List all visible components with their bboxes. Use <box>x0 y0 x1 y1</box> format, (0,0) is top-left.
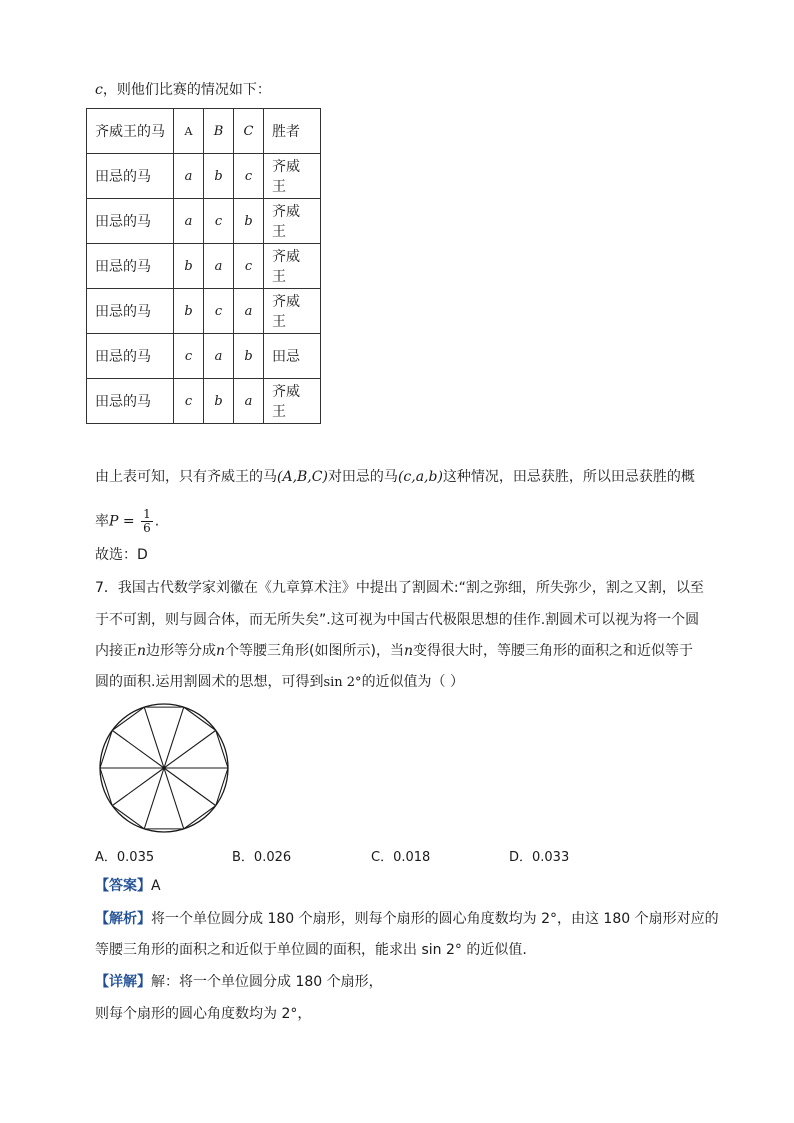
horse-race-table <box>86 108 321 424</box>
table-cell: a <box>174 199 204 244</box>
table-cell: b <box>234 334 264 379</box>
conclusion-text: . <box>154 513 160 530</box>
equals-sign: = <box>118 513 140 530</box>
conclusion-line-1 <box>95 467 695 487</box>
table-header-cell: 胜者 <box>264 109 321 154</box>
table-cell: 田忌的马 <box>87 379 174 424</box>
table-cell: c <box>204 289 234 334</box>
math-expression: (A,B,C) <box>277 469 328 485</box>
probability-symbol: P <box>109 513 119 530</box>
table-cell: a <box>174 154 204 199</box>
table-cell: b <box>204 379 234 424</box>
table-cell: 齐威王 <box>264 154 321 199</box>
detail-line-2: 则每个扇形的圆心角度数均为 2°， <box>95 1006 312 1022</box>
table-header-cell: 齐威王的马 <box>87 109 174 154</box>
table-cell: c <box>234 244 264 289</box>
table-cell: a <box>234 379 264 424</box>
radius-spoke <box>112 768 164 806</box>
probability-fraction <box>141 508 153 535</box>
table-row <box>87 379 321 424</box>
conclusion-line-2 <box>95 508 159 535</box>
detail-tag: 【详解】 <box>95 974 151 990</box>
option-d: D．0.033 <box>509 850 570 865</box>
table-cell: 齐威王 <box>264 379 321 424</box>
table-cell: 田忌的马 <box>87 334 174 379</box>
table-header-cell: B <box>204 109 234 154</box>
question-text: 个等腰三角形(如图所示)，当 <box>225 643 404 659</box>
analysis-tag: 【解析】 <box>95 911 151 927</box>
math-variable-n: n <box>216 643 226 659</box>
table-cell: 齐威王 <box>264 289 321 334</box>
table-header-cell: C <box>234 109 264 154</box>
table-row <box>87 244 321 289</box>
question-text: 圆的面积.运用割圆术的思想，可得到 <box>95 674 324 690</box>
answer-tag: 【答案】 <box>95 878 151 894</box>
question-text: 变得很大时，等腰三角形的面积之和近似等于 <box>413 643 694 659</box>
table-cell: 田忌的马 <box>87 154 174 199</box>
math-sin-expression: sin 2° <box>323 675 362 690</box>
analysis-line-1 <box>95 909 719 929</box>
table-header-cell: A <box>174 109 204 154</box>
fraction-denominator: 6 <box>143 521 151 535</box>
table-cell: 田忌 <box>264 334 321 379</box>
table-cell: c <box>174 334 204 379</box>
radius-spoke <box>144 768 164 829</box>
math-expression: (c,a,b) <box>397 469 443 485</box>
table-cell: a <box>204 244 234 289</box>
table-cell: 齐威王 <box>264 244 321 289</box>
conclusion-text: 对田忌的马 <box>327 469 398 485</box>
question-text: 的近似值为（ ） <box>361 674 465 690</box>
radius-spoke <box>112 730 164 768</box>
radius-spoke <box>164 768 184 829</box>
option-b: B．0.026 <box>232 850 292 865</box>
math-variable-n: n <box>137 643 147 659</box>
intro-var: c <box>95 82 103 98</box>
table-cell: b <box>204 154 234 199</box>
fraction-numerator: 1 <box>143 507 151 521</box>
option-a: A．0.035 <box>95 850 155 865</box>
table-row <box>87 154 321 199</box>
analysis-text: 将一个单位圆分成 180 个扇形，则每个扇形的圆心角度数均为 2°，由这 180 个扇形对应的 <box>151 911 719 927</box>
question-text: 内接正 <box>95 643 137 659</box>
table-row <box>87 289 321 334</box>
radius-spoke <box>164 707 184 768</box>
question-7-line-2: 于不可割，则与圆合体，而无所失矣”.这可视为中国古代极限思想的佳作.割圆术可以视为将一个圆 <box>95 612 700 628</box>
table-cell: a <box>234 289 264 334</box>
math-variable-n: n <box>404 643 414 659</box>
conclusion-text: 率 <box>95 513 109 530</box>
table-cell: b <box>174 289 204 334</box>
radius-spoke <box>164 768 216 806</box>
intro-line <box>95 80 271 100</box>
table-cell: a <box>204 334 234 379</box>
inscribed-polygon-figure <box>97 701 231 835</box>
answer-line <box>95 876 161 896</box>
table-row <box>87 334 321 379</box>
question-7-line-3 <box>95 641 693 661</box>
table-cell: c <box>174 379 204 424</box>
table-cell: 田忌的马 <box>87 244 174 289</box>
question-7-line-1: 7．我国古代数学家刘徽在《九章算术注》中提出了割圆术:“割之弥细，所失弥少，割之又割，以至 <box>95 580 704 596</box>
table-cell: 田忌的马 <box>87 289 174 334</box>
detail-text: 解：将一个单位圆分成 180 个扇形， <box>151 974 383 990</box>
polygon-triangles <box>100 707 228 829</box>
radius-spoke <box>164 730 216 768</box>
table-cell: 田忌的马 <box>87 199 174 244</box>
conclusion-text: 这种情况，田忌获胜，所以田忌获胜的概 <box>442 469 695 485</box>
table-header-row <box>87 109 321 154</box>
analysis-line-2: 等腰三角形的面积之和近似于单位圆的面积，能求出 sin 2° 的近似值. <box>95 942 527 958</box>
table-cell: b <box>234 199 264 244</box>
question-7-line-4 <box>95 672 464 693</box>
radius-spoke <box>144 707 164 768</box>
table-row <box>87 199 321 244</box>
table-cell: c <box>204 199 234 244</box>
option-c: C．0.018 <box>371 850 431 865</box>
intro-text: ，则他们比赛的情况如下： <box>102 82 271 98</box>
detail-line-1 <box>95 972 383 992</box>
answer-value: A <box>151 878 161 894</box>
table-cell: c <box>234 154 264 199</box>
question-text: 边形等分成 <box>146 643 217 659</box>
conclusion-text: 由上表可知，只有齐威王的马 <box>95 469 277 485</box>
previous-answer: 故选：D <box>95 547 148 563</box>
table-cell: b <box>174 244 204 289</box>
table-cell: 齐威王 <box>264 199 321 244</box>
